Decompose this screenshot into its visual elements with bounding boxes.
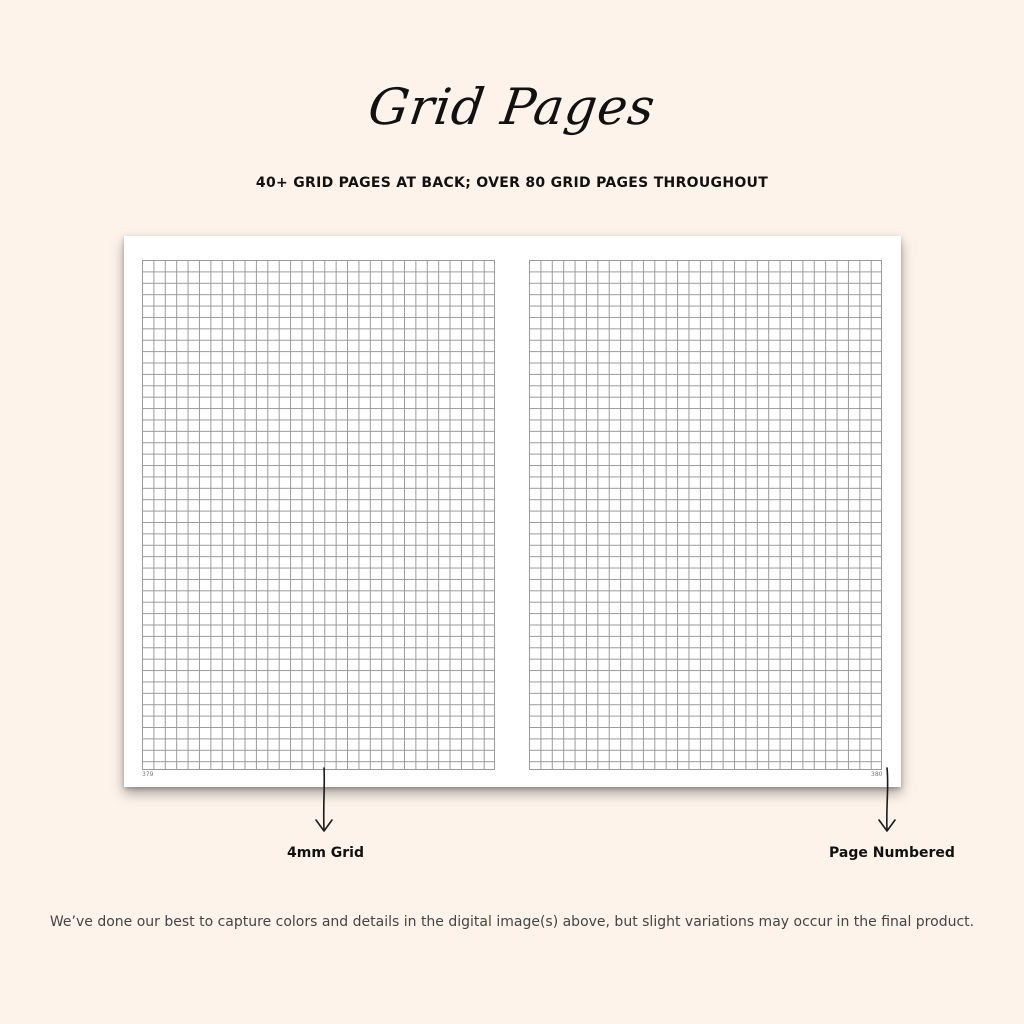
notebook-spread (124, 236, 901, 787)
left-grid-page (142, 260, 495, 770)
page-subtitle: 40+ GRID PAGES AT BACK; OVER 80 GRID PAGES THROUGHOUT (255, 175, 769, 191)
page-numbered-label: Page Numbered (829, 845, 955, 861)
right-page-number: 380 (871, 771, 883, 778)
page-title: Grid Pages (364, 78, 660, 136)
disclaimer-text: We’ve done our best to capture colors and details in the digital image(s) above, but slight variations may occur in the final product. (49, 914, 975, 930)
arrow-down-icon (313, 766, 335, 834)
left-page-number: 379 (142, 771, 154, 778)
grid-size-label: 4mm Grid (287, 845, 365, 861)
right-grid-page (529, 260, 882, 770)
arrow-down-icon (876, 766, 898, 834)
